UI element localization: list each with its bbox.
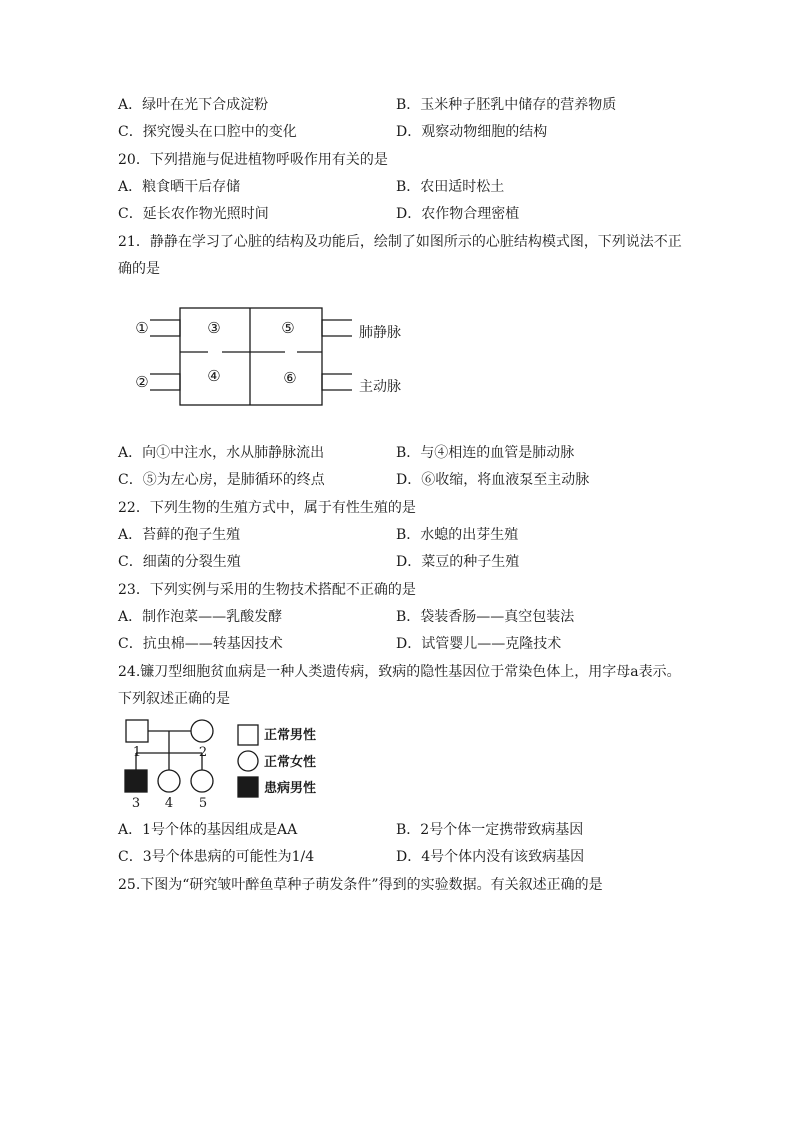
individual-1-number: 1 (132, 745, 142, 760)
q23-stem: 23．下列实例与采用的生物技术搭配不正确的是 (118, 582, 416, 598)
individual-5-normal-female (191, 770, 213, 792)
pulmonary-vein-label: 肺静脉 (359, 325, 401, 341)
individual-4-normal-female (158, 770, 180, 792)
individual-3-number: 3 (131, 796, 141, 811)
vessel-2-label: ② (135, 373, 149, 391)
q23-option-a: A．制作泡菜——乳酸发酵 (118, 609, 283, 625)
pulmonary-vein-vessel (322, 320, 352, 336)
q20-option-c: C．延长农作物光照时间 (118, 206, 269, 222)
q24-option-c: C．3号个体患病的可能性为1/4 (118, 849, 315, 865)
q24-option-d: D．4号个体内没有该致病基因 (396, 849, 585, 865)
q21-option-d: D．⑥收缩，将血液泵至主动脉 (396, 472, 590, 488)
q20-option-d: D．农作物合理密植 (396, 206, 520, 222)
aorta-label: 主动脉 (359, 379, 401, 395)
q24-option-b: B．2号个体一定携带致病基因 (396, 822, 584, 838)
heart-outline (180, 308, 322, 405)
q21-stem-line2: 确的是 (118, 261, 160, 277)
legend-normal-female-label: 正常女性 (264, 755, 317, 770)
q25-stem: 25.下图为“研究皱叶醉鱼草种子萌发条件”得到的实验数据。有关叙述正确的是 (118, 877, 603, 893)
q19-option-b: B．玉米种子胚乳中储存的营养物质 (396, 97, 617, 113)
q20-option-b: B．农田适时松土 (396, 179, 505, 195)
chamber-3-label: ③ (207, 319, 221, 337)
q22-option-d: D．菜豆的种子生殖 (396, 554, 520, 570)
heart-diagram (125, 300, 415, 415)
q19-option-d: D．观察动物细胞的结构 (396, 124, 548, 140)
vessel-1-label: ① (135, 319, 149, 337)
q23-option-c: C．抗虫棉——转基因技术 (118, 636, 283, 652)
individual-2-number: 2 (198, 745, 208, 760)
legend-normal-male-symbol (238, 725, 258, 745)
q22-stem: 22．下列生物的生殖方式中，属于有性生殖的是 (118, 500, 416, 516)
q22-option-a: A．苔藓的孢子生殖 (118, 527, 241, 543)
legend-normal-female-symbol (238, 751, 258, 771)
q22-option-c: C．细菌的分裂生殖 (118, 554, 241, 570)
individual-4-number: 4 (164, 796, 174, 811)
individual-5-number: 5 (198, 796, 208, 811)
individual-3-affected-male (125, 770, 147, 792)
q23-option-d: D．试管婴儿——克隆技术 (396, 636, 562, 652)
q21-option-c: C．⑤为左心房，是肺循环的终点 (118, 472, 325, 488)
q21-option-b: B．与④相连的血管是肺动脉 (396, 445, 575, 461)
q20-option-a: A．粮食晒干后存储 (118, 179, 241, 195)
chamber-6-label: ⑥ (283, 369, 297, 387)
q23-option-b: B．袋装香肠——真空包装法 (396, 609, 575, 625)
q19-option-c: C．探究馒头在口腔中的变化 (118, 124, 297, 140)
legend-normal-male-label: 正常男性 (264, 728, 317, 743)
q24-option-a: A．1号个体的基因组成是AA (118, 822, 298, 838)
vessel-1 (150, 320, 180, 336)
vessel-2 (150, 374, 180, 390)
aorta-vessel (322, 374, 352, 390)
chamber-4-label: ④ (207, 367, 221, 385)
individual-1-normal-male (126, 720, 148, 742)
legend-affected-male-symbol (238, 777, 258, 797)
legend-affected-male-label: 患病男性 (264, 781, 317, 796)
q19-option-a: A．绿叶在光下合成淀粉 (118, 97, 269, 113)
individual-2-normal-female (191, 720, 213, 742)
q21-option-a: A．向①中注水，水从肺静脉流出 (118, 445, 325, 461)
q24-stem-line2: 下列叙述正确的是 (118, 691, 230, 707)
q21-stem-line1: 21．静静在学习了心脏的结构及功能后，绘制了如图所示的心脏结构模式图，下列说法不正 (118, 234, 682, 250)
q22-option-b: B．水螅的出芽生殖 (396, 527, 519, 543)
q20-stem: 20．下列措施与促进植物呼吸作用有关的是 (118, 152, 388, 168)
chamber-5-label: ⑤ (281, 319, 295, 337)
pedigree-chart (118, 714, 348, 814)
q24-stem-line1: 24.镰刀型细胞贫血病是一种人类遗传病，致病的隐性基因位于常染色体上，用字母a表示。 (118, 664, 681, 680)
